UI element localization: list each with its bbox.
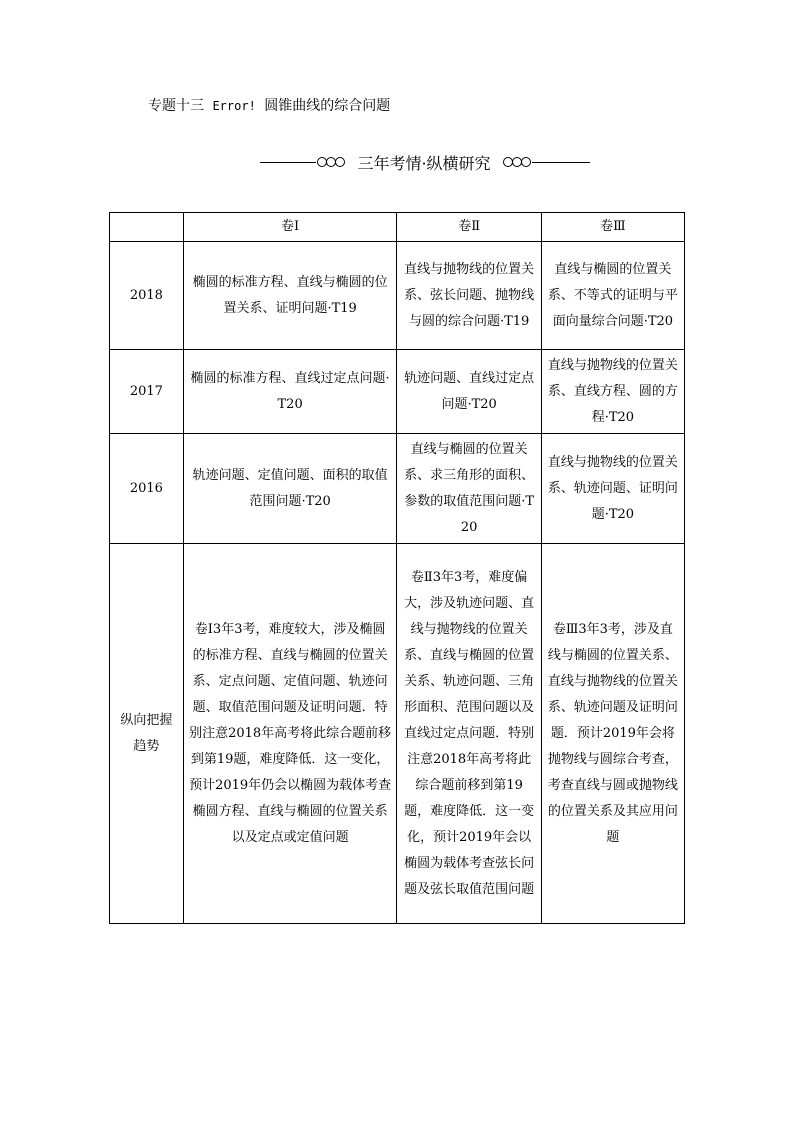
header-cell-paper-2: 卷Ⅱ [397,213,541,242]
table-cell: 直线与椭圆的位置关系、求三角形的面积、参数的取值范围问题·T20 [397,434,541,544]
header-cell-paper-1: 卷Ⅰ [183,213,397,242]
table-cell: 轨迹问题、直线过定点问题·T20 [397,350,541,434]
banner-rule-right [532,162,590,163]
ornament-left-icon [316,154,346,170]
table-cell: 卷Ⅰ3年3考，难度较大，涉及椭圆的标准方程、直线与椭圆的位置关系、定点问题、定值问题、轨迹问题、取值范围问题及证明问题．特别注意2018年高考将此综合题前移到第19题，难度降低．这一变化，预计2019年仍会以椭圆为载体考查椭圆方程、直线与椭圆的位置关系以及定点或定值问题 [183,544,397,924]
table-cell: 直线与抛物线的位置关系、弦长问题、抛物线与圆的综合问题·T19 [397,242,541,350]
table-row [110,242,685,350]
table-cell: 直线与抛物线的位置关系、直线方程、圆的方程·T20 [541,350,684,434]
table-cell: 轨迹问题、定值问题、面积的取值范围问题·T20 [183,434,397,544]
row-year-cell: 2017 [110,350,184,434]
title-suffix: 圆锥曲线的综合问题 [264,98,391,114]
exam-review-table [109,212,685,924]
banner-rule-left [260,162,316,163]
table-cell: 卷Ⅲ3年3考，涉及直线与椭圆的位置关系、直线与抛物线的位置关系、轨迹问题及证明问题．预计2019年会将抛物线与圆综合考查，考查直线与圆或抛物线的位置关系及其应用问题 [541,544,684,924]
section-banner [260,148,590,178]
table-cell: 椭圆的标准方程、直线过定点问题·T20 [183,350,397,434]
table-cell: 椭圆的标准方程、直线与椭圆的位置关系、证明问题·T19 [183,242,397,350]
row-year-cell: 2016 [110,434,184,544]
table-cell: 直线与椭圆的位置关系、不等式的证明与平面向量综合问题·T20 [541,242,684,350]
table-header-row [110,213,685,242]
table-row [110,434,685,544]
page-title [148,95,390,115]
header-cell-paper-3: 卷Ⅲ [541,213,684,242]
title-error-field: Error! [212,99,256,113]
ornament-right-icon [502,154,532,170]
table-cell: 卷Ⅱ3年3考，难度偏大，涉及轨迹问题、直线与抛物线的位置关系、直线与椭圆的位置关系、轨迹问题、三角形面积、范围问题以及直线过定点问题．特别注意2018年高考将此综合题前移到第19题，难度降低．这一变化，预计2019年会以椭圆为载体考查弦长问题及弦长取值范围问题 [397,544,541,924]
header-cell-empty [110,213,184,242]
table-cell: 直线与抛物线的位置关系、轨迹问题、证明问题·T20 [541,434,684,544]
title-prefix: 专题十三 [148,98,204,114]
table-row [110,350,685,434]
row-year-cell: 纵向把握趋势 [110,544,184,924]
table-row [110,544,685,924]
section-heading: 三年考情·纵横研究 [357,154,491,173]
row-year-cell: 2018 [110,242,184,350]
